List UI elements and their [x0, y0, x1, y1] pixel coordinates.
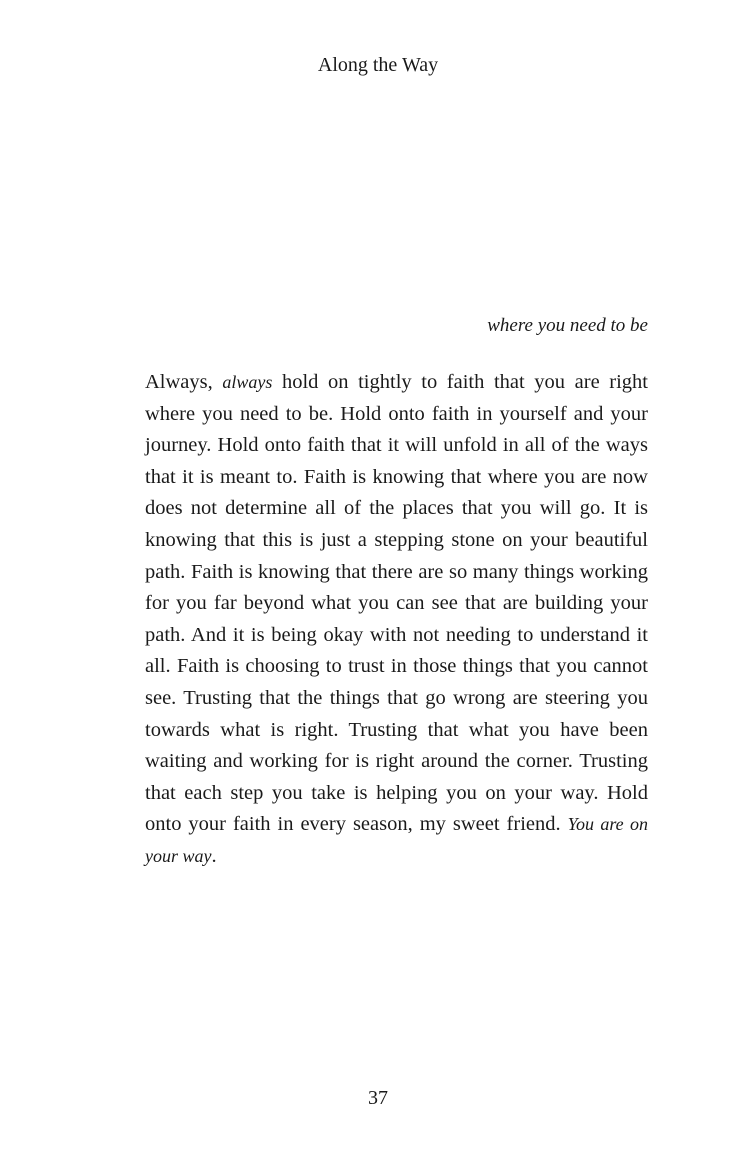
- paragraph-text-body: hold on tightly to faith that you are right where you need to be. Hold onto faith in yourself and your journey. Hold onto faith that it will unfold in all of the ways that it is meant to. Faith is knowing that where you are now does not determine all of the places that you will go. It is knowing that this is just a stepping stone on your beautiful path. Faith is knowing that there are so many things working for you far beyond what you can see that are building your path. And it is being okay with not needing to understand it all. Faith is choosing to trust in those things that you cannot see. Trusting that the things that go wrong are steering you towards what is right. Trusting that what you have been waiting and working for is right around the corner. Trusting that each step you take is helping you on your way. Hold onto your faith in every season, my sweet friend.: [145, 371, 648, 836]
- running-head-title: Along the Way: [317, 54, 439, 76]
- body-paragraph: [145, 367, 648, 873]
- paragraph-text-start: Always,: [145, 371, 223, 393]
- page-number: 37: [368, 1087, 388, 1109]
- paragraph-text-end: .: [211, 844, 217, 867]
- emphasis-closing: You are on your way: [145, 814, 649, 866]
- section-subtitle: where you need to be: [487, 315, 648, 336]
- emphasis-always: always: [222, 372, 273, 392]
